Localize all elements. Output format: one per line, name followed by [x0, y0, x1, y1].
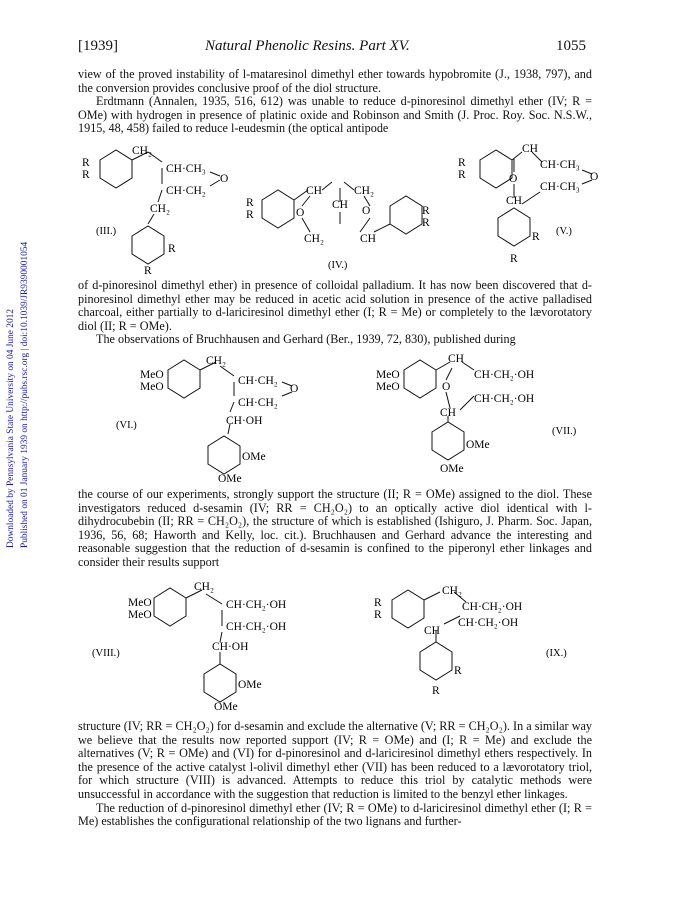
group-chch2oh: CH·CH₂·OH [226, 599, 287, 611]
group-ch2: CH₂ [304, 233, 324, 245]
group-chch3: CH·CH₃ [166, 163, 206, 175]
group-chch2: CH·CH₂ [238, 375, 278, 387]
paragraph-text: The reduction of d-pinoresinol dimethyl ether (IV; R = OMe) to d-lariciresinol dimethyl ether (I; R = Me) establishes the configurational relationship of the two lignans and further- [78, 800, 592, 829]
group-ch: CH [360, 233, 376, 245]
substituent-r: R [510, 253, 518, 265]
substituent-r: R [82, 157, 90, 169]
group-ch2: CH₂ [132, 145, 152, 157]
group-chch2oh: CH·CH₂·OH [474, 393, 535, 405]
header-year: [1939] [78, 38, 118, 54]
substituent-r: R [454, 665, 462, 677]
group-ome: OMe [218, 473, 242, 484]
group-meo: MeO [140, 369, 164, 381]
ring-oxygen: O [509, 173, 518, 185]
group-ch2: CH₂ [194, 581, 214, 593]
group-meo: MeO [376, 369, 400, 381]
group-ome: OMe [242, 451, 266, 463]
ring-oxygen: O [362, 205, 371, 217]
group-chch3: CH·CH₃ [540, 181, 580, 193]
structure-label: (IV.) [328, 260, 348, 271]
substituent-r: R [374, 597, 382, 609]
group-ome: OMe [466, 439, 490, 451]
structure-label: (III.) [96, 226, 117, 237]
ring-oxygen: O [296, 207, 305, 219]
substituent-r: R [246, 197, 254, 209]
group-ch: CH [424, 625, 440, 637]
group-meo: MeO [376, 381, 400, 393]
substituent-r: R [246, 209, 254, 221]
substituent-r: R [458, 169, 466, 181]
substituent-r: R [458, 157, 466, 169]
substituent-r: R [422, 205, 430, 217]
group-choh: CH·OH [212, 641, 249, 653]
paragraph-text: The observations of Bruchhausen and Gerhard (Ber., 1939, 72, 830), published during [96, 332, 516, 347]
structure-label: (VI.) [116, 420, 137, 431]
paragraph-text: the course of our experiments, strongly support the structure (II; R = OMe) assigned to the diol. These investigators reduced d-sesamin (IV; RR = CH₂O₂) to an optically active diol identical with l-dihydrocubebin (II; RR = CH₂O₂), the structure of which is established (Ishiguro, J. Pharm. Soc. Japan, 1936, 56, 68; Haworth and Kelly, loc. cit.). Bruchhausen and Gerhard advance the interesting and reasonable suggestion that the reduction of d-sesamin is confined to the piperonyl ether linkages and consider their results support [78, 487, 592, 569]
group-ch2: CH₂ [354, 185, 374, 197]
substituent-r: R [432, 685, 440, 697]
substituent-r: R [422, 217, 430, 229]
structure-label: (VII.) [552, 426, 577, 437]
substituent-r: R [374, 609, 382, 621]
group-ch: CH [522, 143, 538, 155]
group-chch2: CH·CH₂ [238, 397, 278, 409]
paragraph-3 [78, 279, 592, 347]
substituent-r: R [144, 265, 152, 277]
structures-vi-vii [70, 348, 600, 484]
group-meo: MeO [128, 609, 152, 621]
group-ch2: CH₂ [442, 585, 462, 597]
ring-oxygen: O [220, 173, 229, 185]
group-chch2oh: CH·CH₂·OH [462, 601, 523, 613]
paragraph-text: Erdtmann (Annalen, 1935, 516, 612) was unable to reduce d-pinoresinol dimethyl ether (IV; R = OMe) with hydrogen in presence of platinic oxide and Robinson and Smith (J. Proc. Roy. Soc. N.S.W., 1915, 48, 458) failed to reduce l-eudesmin (the optical antipode [78, 94, 592, 136]
group-ome: OMe [440, 463, 464, 475]
paragraph-text: structure (IV; RR = CH₂O₂) for d-sesamin and exclude the alternative (V; RR = CH₂O₂). In a similar way we believe that the results now reported support (IV; R = OMe) and (I; R = Me) and exclude the alternatives (V; R = OMe) and (VI) for d-pinoresinol and d-lariciresinol dimethyl ethers respectively. In the presence of the active catalyst l-olivil dimethyl ether (VII) has been reduced to a lævorotatory triol, for which structure (VIII) is advanced. Attempts to reduce this triol by catalytic methods were unsuccessful in accordance with the suggestion that reduction is limited to the benzyl ether linkages. [78, 719, 592, 801]
structure-label: (VIII.) [92, 648, 120, 659]
group-ch: CH [306, 185, 322, 197]
paragraph-1 [78, 68, 592, 136]
group-chch3: CH·CH₃ [540, 159, 580, 171]
ring-oxygen: O [590, 171, 599, 183]
structures-viii-ix [70, 578, 600, 716]
group-meo: MeO [128, 597, 152, 609]
structure-vii [404, 360, 474, 460]
group-chch2oh: CH·CH₂·OH [226, 621, 287, 633]
group-ch2: CH₂ [206, 355, 226, 367]
paragraph-text: of d-pinoresinol dimethyl ether) in presence of colloidal palladium. It has now been discovered that d-pinoresinol dimethyl ether may be reduced in acetic acid solution in presence of the active palladised charcoal, either partially to d-lariciresinol dimethyl ether (I; R = Me) or completely to the lævorotatory diol (II; R = OMe). [78, 278, 592, 333]
download-notice: Downloaded by Pennsylvania State University on 04 June 2012 [6, 308, 16, 548]
group-ome: OMe [214, 701, 238, 713]
group-chch2oh: CH·CH₂·OH [474, 369, 535, 381]
page-number: 1055 [556, 38, 586, 54]
publication-notice: Published on 01 January 1939 on http://pubs.rsc.org | doi:10.1039/JR9390001054 [20, 241, 30, 548]
structures-iii-iv-v [70, 140, 600, 278]
substituent-r: R [82, 169, 90, 181]
paragraph-text: view of the proved instability of l-mataresinol dimethyl ether towards hypobromite (J., 1938, 797), and the conversion provides conclusive proof of the diol structure. [78, 67, 592, 95]
ring-oxygen: O [442, 381, 451, 393]
group-meo: MeO [140, 381, 164, 393]
paragraph-6 [78, 720, 592, 829]
substituent-r: R [532, 231, 540, 243]
group-ch: CH [448, 353, 464, 365]
paragraph-5 [78, 488, 592, 570]
structure-label: (IX.) [546, 648, 567, 659]
group-ch2: CH₂ [150, 203, 170, 215]
ring-oxygen: O [290, 383, 299, 395]
group-choh: CH·OH [226, 415, 263, 427]
group-ch: CH [506, 195, 522, 207]
group-ch: CH [332, 199, 348, 211]
group-ome: OMe [238, 679, 262, 691]
group-ch: CH [440, 407, 456, 419]
running-title: Natural Phenolic Resins. Part XV. [205, 38, 410, 54]
group-chch2: CH·CH₂ [166, 185, 206, 197]
substituent-r: R [168, 243, 176, 255]
group-chch2oh: CH·CH₂·OH [458, 617, 519, 629]
structure-label: (V.) [556, 226, 572, 237]
